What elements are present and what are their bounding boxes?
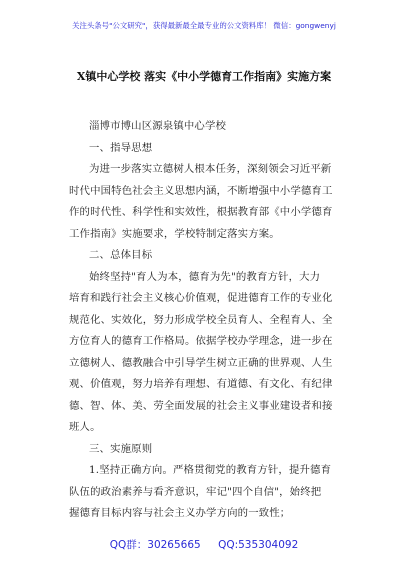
paragraph-line: 为进一步落实立德树人根本任务，深刻领会习近平新	[89, 163, 332, 175]
paragraph-line: 握德育目标内容与社会主义办学方向的一致性；	[69, 507, 291, 519]
section-heading: 三、实施原则	[89, 442, 153, 455]
paragraph-line: 方位育人的德育工作格局。依据学校办学理念，进一步在	[69, 335, 333, 347]
paragraph-line: 观、价值观，努力培养有理想、有道德、有文化、有纪律	[69, 378, 333, 390]
paragraph-line: 时代中国特色社会主义思想内涵，不断增强中小学德育工	[69, 184, 333, 197]
paragraph-line: 队伍的政治素养与看齐意识，牢记"四个自信"，始终把	[69, 485, 322, 498]
document-title: X镇中心学校 落实《中小学德育工作指南》实施方案	[76, 70, 332, 83]
document-body	[69, 116, 345, 525]
footer-qq-group: QQ群：30265665	[109, 539, 201, 551]
footer	[0, 537, 408, 552]
paragraph-line: 作的时代性、科学性和实效性，根据教育部《中小学德育	[69, 206, 333, 218]
paragraph-line: 1.坚持正确方向。严格贯彻党的教育方针，提升德育	[89, 464, 332, 476]
paragraph-line: 德、智、体、美、劳全面发展的社会主义事业建设者和接	[69, 399, 333, 412]
paragraph-line: 班人。	[69, 421, 101, 433]
header-banner: 关注头条号"公文研究"，获得最新最全最专业的公文资料库！ 微信：gongwenyj	[72, 21, 336, 30]
paragraph-line: 规范化、实效化，努力形成学校全员育人、全程育人、全	[69, 313, 333, 326]
footer-qq: QQ:535304092	[218, 539, 299, 551]
paragraph-line: 立德树人、德教融合中引导学生树立正确的世界观、人生	[69, 356, 333, 369]
paragraph-line: 始终坚持"育人为本，德育为先"的教育方针，大力	[89, 270, 321, 283]
author-line: 淄博市博山区源泉镇中心学校	[89, 120, 227, 132]
section-heading: 二、总体目标	[89, 249, 153, 261]
paragraph-line: 工作指南》实施要求，学校特制定落实方案。	[69, 227, 280, 240]
paragraph-line: 培育和践行社会主义核心价值观，促进德育工作的专业化	[69, 292, 333, 304]
section-heading: 一、指导思想	[89, 141, 153, 154]
